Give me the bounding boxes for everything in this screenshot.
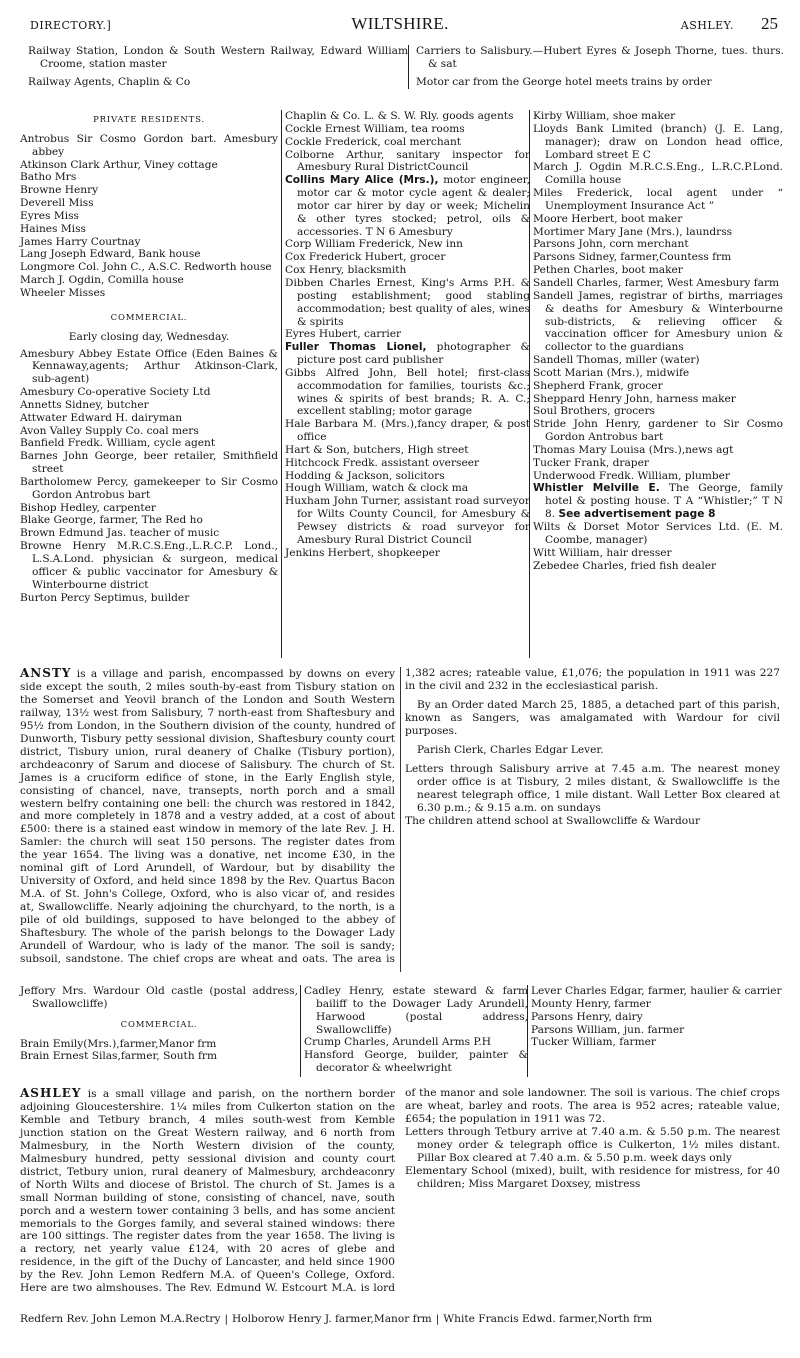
entry-text: Parsons Sidney, farmer,Countess frm	[533, 251, 732, 264]
entry-text: Kirby William, shoe maker	[533, 110, 676, 122]
entry-text: Bartholomew Percy, gamekeeper to Sir Cosmo Gordon Antrobus bart	[20, 475, 278, 501]
directory-entry	[285, 457, 530, 470]
entry-text: Parsons William, jun. farmer	[531, 1023, 685, 1036]
entry-text: Blake George, farmer, The Red ho	[20, 514, 203, 527]
entry-text: Amesbury Abbey Estate Office (Eden Baines & Kennaway,agents; Arthur Atkinson-Clark, sub-agent)	[20, 347, 278, 386]
entry-text: Parsons John, corn merchant	[533, 238, 689, 251]
directory-entry	[20, 348, 278, 387]
directory-entry	[20, 236, 278, 249]
entry-text: Cox Frederick Hubert, grocer	[285, 251, 446, 264]
entry-text: Deverell Miss	[20, 197, 94, 210]
ansty-column-2	[300, 985, 528, 1077]
directory-entry	[20, 399, 278, 412]
entry-text: Tucker William, farmer	[531, 1036, 656, 1049]
entry-text: Carriers to Salisbury.—Hubert Eyres & Joseph Thorne, tues. thurs. & sat	[416, 45, 784, 70]
entry-text: Jenkins Herbert, shopkeeper	[285, 546, 440, 559]
directory-entry	[533, 187, 783, 213]
directory-entry	[20, 184, 278, 197]
entry-text: Avon Valley Supply Co. coal mers	[20, 424, 199, 437]
entry-text: Hale Barbara M. (Mrs.),fancy draper, & post office	[285, 418, 530, 444]
directory-entry	[20, 248, 278, 261]
directory-entry	[20, 261, 278, 274]
entry-text: photographer & picture post card publisher	[297, 341, 530, 367]
directory-entry	[20, 1050, 298, 1063]
directory-entry	[285, 547, 530, 560]
entry-text: Browne Henry M.R.C.S.Eng.,L.R.C.P. Lond., L.S.A.Lond. physician & surgeon, medical officer & public vaccinator for Amesbury & Winterbourne district	[20, 540, 278, 591]
directory-entry	[304, 1049, 528, 1075]
directory-entry	[285, 136, 530, 149]
directory-entry	[20, 540, 278, 591]
entry-text: Lever Charles Edgar, farmer, haulier & carrier	[531, 985, 782, 997]
directory-entry	[28, 76, 408, 89]
entry-text: motor engineer, motor car & motor cycle agent & dealer; motor car hirer by day or week; Michelin & other tyres stocked; petrol, oils & accessories. T N 6 Amesbury	[297, 174, 530, 238]
entry-text: Shepherd Frank, grocer	[533, 379, 663, 392]
directory-entry	[533, 444, 783, 457]
amesbury-column-2	[281, 110, 530, 658]
directory-entry	[304, 985, 528, 1036]
directory-entry	[20, 159, 278, 172]
entry-text: Hart & Son, butchers, High street	[285, 443, 469, 456]
entry-text: Chaplin & Co. L. & S. W. Rly. goods agents	[285, 110, 514, 122]
directory-entry	[533, 264, 783, 277]
entry-text: Sheppard Henry John, harness maker	[533, 392, 736, 405]
ansty-text: is a village and parish, encompassed by downs on every side except the south, 2 miles south-by-east from Tisbury station on the Somerset and Yeovil branch of the London and South Western railway, 13½ west from Salisbury, 7 north-east from Shaftesbury and 95½ from London, in the Southern division of the county, hundred of Dunworth, Tisbury petty sessional division, Shaftesbury county court district, Tisbury union, rural deanery of Chalke (Tisbury portion), archdeaconry of Sarum and diocese of Salisbury. The church of St. James is a cruciform edifice of stone, in the Early English style, consisting of chancel, nave, transepts, north porch and a small western belfry containing one bell: the church was restored in 1842, and more completely in 1878 and a vestry added, at a cost of about £500: there is a stained east window in memory of the late Rev. J. H. Samler: the church will seat 150 persons. The register dates from the year 1654. The living was a donative, net income £30, in the nominal gift of Lord Arundell, of Wardour, but by disability the University of Oxford, and held since 1898 by the Rev. Quartus Bacon M.A. of St. John's College, Oxford, who is also vicar of, and resides at, Swallowcliffe. Nearly adjoining the churchyard, to the north, is a pile of old buildings, supposed to have belonged to the abbey of Shaftesbury. The whole of the parish belongs to the Dowager Lady Arundell of Wardour, who is lady of the manor. The soil is sandy; subsoil, sandstone. The chief crops are wheat and oats. The area is 1,382 acres; rateable value, £1,076; the population in 1911 was 227 in the civil and 232 in the ecclesiastical parish.	[20, 667, 780, 965]
resident-entry: White Francis Edwd. farmer,North frm	[443, 1313, 653, 1325]
ansty-school: The children attend school at Swallowcliffe & Wardour	[405, 814, 701, 827]
entry-text: March J. Ogdin, Comilla house	[20, 274, 184, 287]
entry-text: Atkinson Clark Arthur, Viney cottage	[20, 158, 218, 171]
ansty-parish-clerk: Parish Clerk, Charles Edgar Lever.	[417, 743, 604, 756]
entry-text: Attwater Edward H. dairyman	[20, 411, 183, 424]
entry-text: Cockle Ernest William, tea rooms	[285, 122, 465, 135]
directory-entry	[531, 1024, 783, 1037]
ansty-column-1	[20, 985, 298, 1063]
entry-text: Antrobus Sir Cosmo Gordon bart. Amesbury abbey	[20, 132, 278, 158]
directory-entry	[533, 380, 783, 393]
directory-entry	[533, 457, 783, 470]
directory-entry	[20, 1038, 298, 1051]
directory-entry	[533, 161, 783, 187]
directory-entry	[533, 238, 783, 251]
entry-text: Eyres Miss	[20, 209, 79, 222]
entry-text: Scott Marian (Mrs.), midwife	[533, 366, 690, 379]
entry-text: Dibben Charles Ernest, King's Arms P.H. & posting establishment; good stabling accommodation; best quality of ales, wines & spirits	[285, 276, 530, 328]
entry-text: Corp William Frederick, New inn	[285, 238, 463, 251]
entry-text: Railway Agents, Chaplin & Co	[28, 75, 191, 88]
directory-entry	[533, 470, 783, 483]
entry-name-bold: Collins Mary Alice (Mrs.),	[285, 174, 439, 187]
directory-entry	[20, 437, 278, 450]
entry-text: Sandell Charles, farmer, West Amesbury farm	[533, 276, 780, 289]
entry-name-bold: Fuller Thomas Lionel,	[285, 341, 427, 354]
entry-text: Gibbs Alfred John, Bell hotel; first-class accommodation for families, tourists &c.; wines & spirits of best brands; R. A. C.; excellent stabling; motor garage	[285, 366, 530, 418]
directory-entry	[20, 386, 278, 399]
directory-entry	[304, 1036, 528, 1049]
entry-text: Longmore Col. John C., A.S.C. Redworth house	[20, 261, 272, 274]
entry-text: Zebedee Charles, fried fish dealer	[533, 559, 717, 572]
entry-text: Parsons Henry, dairy	[531, 1010, 643, 1023]
directory-entry	[285, 277, 530, 328]
directory-entry	[533, 251, 783, 264]
ashley-residents-line: Redfern Rev. John Lemon M.A.Rectry | Holborow Henry J. farmer,Manor frm | White Francis Edwd. farmer,North frm	[20, 1313, 653, 1325]
directory-entry	[285, 470, 530, 483]
entry-text: Hitchcock Fredk. assistant overseer	[285, 456, 480, 469]
entry-text: Bishop Hedley, carpenter	[20, 501, 156, 514]
directory-entry	[285, 495, 530, 546]
directory-entry	[285, 444, 530, 457]
entry-text: Barnes John George, beer retailer, Smithfield street	[20, 450, 278, 476]
directory-entry	[533, 213, 783, 226]
ashley-school: Elementary School (mixed), built, with residence for mistress, for 40 children; Miss Margaret Doxsey, mistress	[405, 1164, 780, 1190]
ashley-text: is a small village and parish, on the northern border adjoining Gloucestershire. 1¼ miles from Culkerton station on the Kemble and Tetbury branch, 4 miles south-west from Kemble junction station on the Great Western railway, and 6 north from Malmesbury, in the North Western division of the county, Malmesbury hundred, petty sessional division and county court district, Tetbury union, rural deanery of Malmesbury, archdeaconry of North Wilts and diocese of Bristol. The church of St. James is a small Norman building of stone, consisting of chancel, nave, south porch and a western tower containing 3 bells, and has some ancient memorials to the Gorges family, and several stained windows: there are 100 sittings. The register dates from the year 1658. The living is a rectory, net yearly value £124, with 20 acres of glebe and residence, in the gift of the Duchy of Lancaster, and held since 1900 by the Rev. John Lemon Redfern M.A. of Queen's College, Oxford. Here are two almshouses. The Rev. Edmund W. Estcourt M.A. is lord of the manor and sole landowner. The soil is various. The chief crops are wheat, barley and roots. The area is 952 acres; rateable value, £654; the population in 1911 was 72.	[20, 1087, 780, 1295]
entry-text: Cockle Frederick, coal merchant	[285, 135, 462, 148]
entry-text: Batho Mrs	[20, 171, 77, 184]
entry-text: Amesbury Co-operative Society Ltd	[20, 386, 211, 399]
ashley-description	[20, 1087, 780, 1302]
entry-text: Thomas Mary Louisa (Mrs.),news agt	[533, 443, 734, 456]
resident-entry: Holborow Henry J. farmer,Manor frm	[232, 1313, 432, 1325]
entry-text: Banfield Fredk. William, cycle agent	[20, 437, 216, 450]
entry-text: Hough William, watch & clock ma	[285, 482, 469, 495]
entry-text: Moore Herbert, boot maker	[533, 212, 683, 225]
ashley-letters: Letters through Tetbury arrive at 7.40 a.m. & 5.50 p.m. The nearest money order & telegraph office is Culkerton, 1½ miles distant. Pillar Box cleared at 7.40 a.m. & 5.50 p.m. week days only	[405, 1125, 780, 1164]
entry-text: Haines Miss	[20, 222, 86, 235]
amesbury-column-1	[20, 110, 278, 604]
directory-entry	[533, 393, 783, 406]
directory-entry	[531, 985, 783, 998]
entry-text: Burton Percy Septimus, builder	[20, 591, 190, 604]
top-right-column	[408, 45, 784, 89]
ansty-commercial-heading: COMMERCIAL.	[120, 1019, 198, 1030]
directory-entry	[20, 133, 278, 159]
directory-entry	[20, 223, 278, 236]
directory-entry	[28, 45, 408, 71]
directory-entry	[20, 197, 278, 210]
entry-text: Eyres Hubert, carrier	[285, 328, 402, 341]
entry-name-bold: Whistler Melville E.	[533, 482, 660, 495]
directory-entry	[533, 521, 783, 547]
directory-entry	[533, 418, 783, 444]
entry-text: Brain Emily(Mrs.),farmer,Manor frm	[20, 1037, 217, 1050]
entry-text: Brown Edmund Jas. teacher of music	[20, 527, 220, 540]
directory-entry	[285, 341, 530, 367]
early-closing-note: Early closing day, Wednesday.	[68, 330, 230, 343]
entry-text: Motor car from the George hotel meets trains by order	[416, 75, 712, 88]
directory-entry	[533, 110, 783, 123]
directory-entry	[20, 210, 278, 223]
directory-entry	[533, 277, 783, 290]
ashley-heading: ASHLEY	[20, 1086, 82, 1100]
entry-text: The George, family hotel & posting house. T A “Whistler;” T N 8.	[545, 482, 783, 521]
entry-text: Stride John Henry, gardener to Sir Cosmo Gordon Antrobus bart	[533, 418, 783, 444]
directory-entry	[285, 328, 530, 341]
entry-text: Wheeler Misses	[20, 286, 106, 299]
directory-entry	[533, 367, 783, 380]
entry-text: Lloyds Bank Limited (branch) (J. E. Lang, manager); draw on London head office, Lombard street E C	[533, 122, 783, 161]
directory-entry	[20, 985, 298, 1011]
directory-entry	[285, 123, 530, 136]
resident-entry: Redfern Rev. John Lemon M.A.Rectry	[20, 1313, 221, 1325]
directory-entry	[20, 274, 278, 287]
directory-entry	[20, 412, 278, 425]
entry-text: Hansford George, builder, painter & decorator & wheelwright	[304, 1049, 528, 1075]
directory-entry	[285, 110, 530, 123]
running-head-right: ASHLEY.	[680, 19, 734, 32]
entry-text: Cadley Henry, estate steward & farm bailiff to the Dowager Lady Arundell, Harwood (postal address, Swallowcliffe)	[304, 985, 528, 1036]
ansty-column-3	[527, 985, 783, 1077]
directory-entry	[20, 527, 278, 540]
entry-text: Colborne Arthur, sanitary inspector for Amesbury Rural DistrictCouncil	[285, 148, 530, 174]
page-number: 25	[761, 14, 778, 33]
directory-entry	[533, 547, 783, 560]
entry-text: Underwood Fredk. William, plumber	[533, 469, 730, 482]
directory-entry	[20, 592, 278, 605]
entry-text: Soul Brothers, grocers	[533, 405, 655, 418]
directory-entry	[20, 287, 278, 300]
directory-entry	[416, 45, 784, 71]
ansty-heading: ANSTY	[20, 666, 72, 680]
entry-text: Hodding & Jackson, solicitors	[285, 469, 445, 482]
entry-text: Annetts Sidney, butcher	[20, 398, 149, 411]
entry-text: Browne Henry	[20, 184, 99, 197]
private-residents-heading: PRIVATE RESIDENTS.	[93, 115, 205, 125]
directory-entry	[285, 367, 530, 418]
entry-text: Jeffory Mrs. Wardour Old castle (postal address, Swallowcliffe)	[20, 985, 298, 1010]
entry-text: Huxham John Turner, assistant road surveyor for Wilts County Council, for Amesbury & Pewsey districts & road surveyor for Amesbury Rural District Council	[285, 495, 530, 546]
directory-entry	[20, 502, 278, 515]
directory-entry	[531, 1036, 783, 1049]
directory-entry	[20, 171, 278, 184]
running-head-left: DIRECTORY.]	[30, 19, 112, 32]
directory-entry	[533, 405, 783, 418]
ashley-paragraph	[20, 1087, 780, 1302]
directory-entry	[285, 251, 530, 264]
commercial-heading: COMMERCIAL.	[110, 312, 188, 323]
directory-entry	[285, 264, 530, 277]
entry-text: Miles Frederick, local agent under “ Unemployment Insurance Act ”	[533, 187, 783, 212]
entry-text: Railway Station, London & South Western Railway, Edward William Croome, station master	[28, 45, 408, 70]
ansty-description	[20, 667, 780, 972]
entry-text: Brain Ernest Silas,farmer, South frm	[20, 1050, 218, 1063]
directory-entry	[533, 482, 783, 521]
directory-entry	[285, 238, 530, 251]
directory-entry	[533, 290, 783, 354]
entry-text: Pethen Charles, boot maker	[533, 264, 683, 277]
directory-entry	[533, 354, 783, 367]
entry-text: Sandell Thomas, miller (water)	[533, 354, 700, 367]
entry-text: Mounty Henry, farmer	[531, 997, 651, 1010]
directory-entry	[533, 560, 783, 573]
directory-entry	[20, 514, 278, 527]
directory-entry	[20, 476, 278, 502]
directory-entry	[533, 123, 783, 162]
entry-text: Witt William, hair dresser	[533, 546, 672, 559]
directory-entry	[416, 76, 784, 89]
entry-text: Wilts & Dorset Motor Services Ltd. (E. M. Coombe, manager)	[533, 521, 783, 546]
ansty-letters: Letters through Salisbury arrive at 7.45 a.m. The nearest money order office is at Tisbury, 2 miles distant, & Swallowcliffe is the nearest telegraph office, 1 mile distant. Wall Letter Box cleared at 6.30 p.m.; & 9.15 a.m. on sundays	[405, 762, 780, 814]
entry-text: James Harry Courtnay	[20, 235, 141, 248]
entry-text: Mortimer Mary Jane (Mrs.), laundrss	[533, 225, 733, 238]
entry-text: Lang Joseph Edward, Bank house	[20, 248, 201, 261]
entry-text: March J. Ogdin M.R.C.S.Eng., L.R.C.P.Lond. Comilla house	[533, 161, 783, 187]
directory-entry	[20, 450, 278, 476]
ansty-order: By an Order dated March 25, 1885, a detached part of this parish, known as Sangers, was amalgamated with Wardour for civil purposes.	[405, 698, 780, 737]
entry-text: Crump Charles, Arundell Arms P.H	[304, 1036, 492, 1049]
amesbury-column-3	[529, 110, 783, 658]
directory-entry	[285, 174, 530, 238]
advertisement-reference: See advertisement page 8	[558, 508, 716, 521]
entry-text: Cox Henry, blacksmith	[285, 264, 407, 277]
top-left-column	[28, 45, 408, 89]
directory-entry	[285, 418, 530, 444]
directory-entry	[531, 998, 783, 1011]
entry-text: Sandell James, registrar of births, marriages & deaths for Amesbury & Winterbourne sub-districts, & relieving officer & vaccination officer for Amesbury union & collector to the guardians	[533, 289, 783, 354]
directory-entry	[285, 149, 530, 175]
entry-text: Tucker Frank, draper	[533, 456, 649, 469]
directory-entry	[285, 482, 530, 495]
directory-entry	[531, 1011, 783, 1024]
directory-entry	[20, 425, 278, 438]
directory-entry	[533, 226, 783, 239]
running-head-title: WILTSHIRE.	[351, 14, 449, 33]
